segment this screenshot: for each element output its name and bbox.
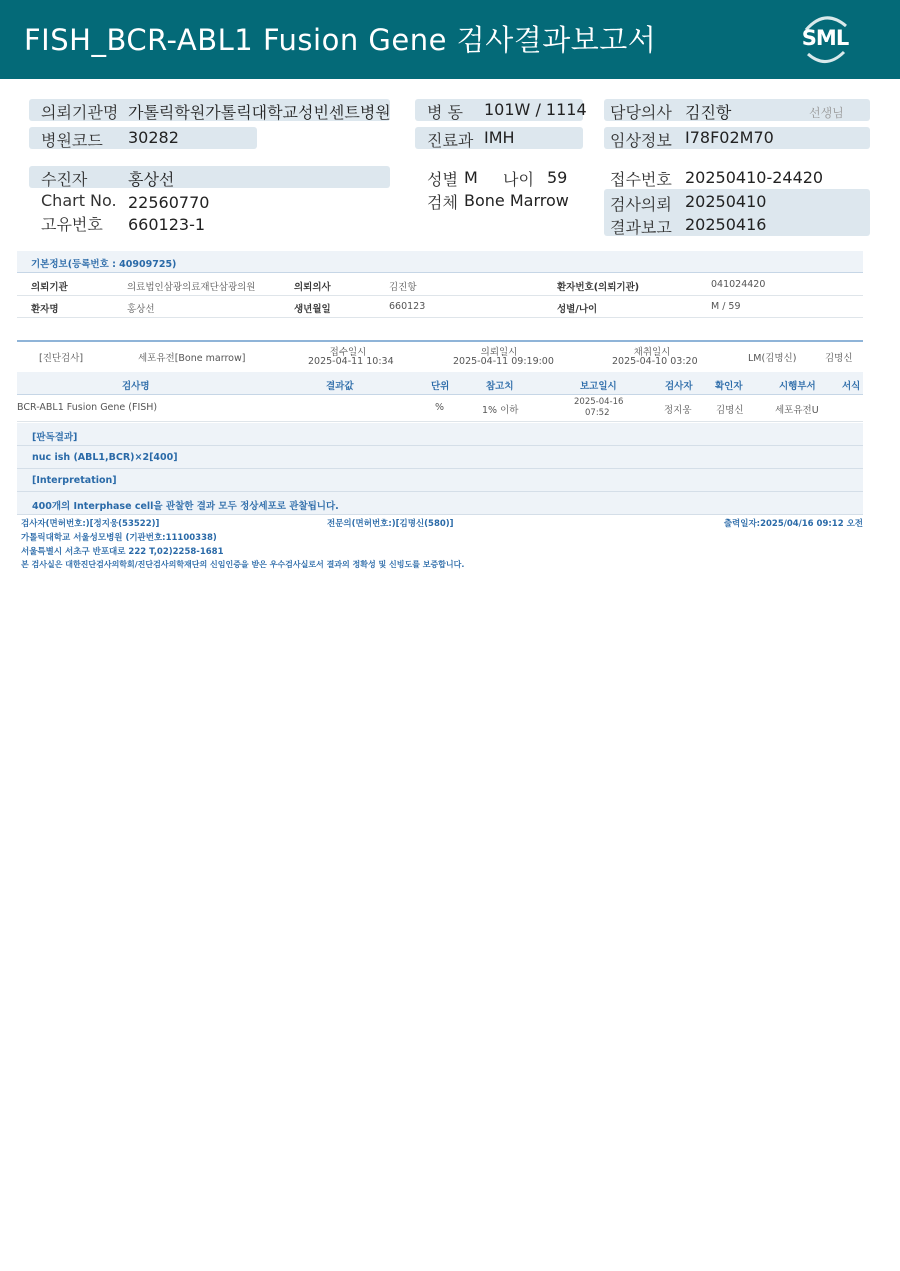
unique-value: 660123-1 <box>128 215 206 234</box>
request-label: 검사의뢰 <box>610 195 672 214</box>
dob-value: 660123 <box>389 301 426 312</box>
ward-value: 101W / 1114 <box>484 100 587 119</box>
results-table-header <box>17 372 863 395</box>
department-cell: 세포유전U <box>775 405 819 416</box>
doctor-label: 담당의사 <box>610 103 672 122</box>
report-date-cell: 2025-04-16 <box>574 397 624 407</box>
name-value: 홍상선 <box>128 170 175 189</box>
sexage-label: 성별/나이 <box>557 304 598 315</box>
inst-label: 의뢰기관 <box>31 282 68 293</box>
institution-value: 가톨릭학원가톨릭대학교성빈센트병원 <box>128 103 391 122</box>
req-doctor-label: 의뢰의사 <box>294 282 331 293</box>
footer-tester: 검사자(면허번호:)[정지웅(53522)] <box>21 519 160 529</box>
th-form: 서식 <box>842 381 861 392</box>
lm-label: LM(김명신) <box>748 353 797 364</box>
interpretation-text: 400개의 Interphase cell을 관찰한 결과 모두 정상세포로 관찰됩니다. <box>32 501 339 512</box>
result-value: 20250416 <box>685 215 767 234</box>
basic-info-row-1 <box>17 273 863 296</box>
th-tester: 검사자 <box>665 381 693 392</box>
th-report-date: 보고일시 <box>580 381 617 392</box>
department-label: 진료과 <box>427 131 474 150</box>
specimen-value: Bone Marrow <box>464 191 569 210</box>
inst-value: 의료법인삼광의료재단삼광의원 <box>127 282 256 293</box>
dept-label: 세포유전[Bone marrow] <box>138 353 246 364</box>
ward-label: 병 동 <box>427 103 463 122</box>
footer-address: 서울특별시 서초구 반포대로 222 T,02)2258-1681 <box>21 547 224 557</box>
institution-label: 의뢰기관명 <box>41 103 119 122</box>
th-test-name: 검사명 <box>122 381 150 392</box>
reading-result-label: [판독결과] <box>32 432 78 443</box>
th-unit: 단위 <box>431 381 450 392</box>
footer-specialist: 전문의(면허번호:)[김명신(580)] <box>327 519 454 529</box>
department-value: IMH <box>484 128 515 147</box>
confirmer-cell: 김명신 <box>716 405 744 416</box>
report-header <box>0 0 900 79</box>
footer-lab-name: 가톨릭대학교 서울성모병원 (기관번호:11100338) <box>21 533 217 543</box>
unit-cell: % <box>435 402 445 413</box>
report-title: FISH_BCR-ABL1 Fusion Gene 검사결과보고서 <box>24 23 657 57</box>
basic-info-title: 기본정보(등록번호 : 40909725) <box>31 259 177 270</box>
karyotype-text: nuc ish (ABL1,BCR)×2[400] <box>32 452 178 463</box>
lm-name: 김명신 <box>825 353 853 364</box>
patient-id-label: 환자번호(의뢰기관) <box>557 282 640 293</box>
name-label: 수진자 <box>41 170 88 189</box>
req-doctor-value: 김진항 <box>389 282 417 293</box>
clinical-value: I78F02M70 <box>685 128 774 147</box>
interpretation-label: [Interpretation] <box>32 475 117 486</box>
sex-value: M <box>464 168 478 187</box>
footer-certification: 본 검사실은 대한진단검사의학회/진단검사의학재단의 신임인증을 받은 우수검사실로서 결과의 정확성 및 신빙도를 보증합니다. <box>21 560 465 569</box>
collect-time-label: 채취일시 <box>633 347 671 358</box>
patient-name-value: 홍상선 <box>127 304 155 315</box>
chart-value: 22560770 <box>128 193 210 212</box>
receipt-time-label: 접수일시 <box>329 347 367 358</box>
hospital-code-label: 병원코드 <box>41 131 103 150</box>
request-time-label: 의뢰일시 <box>480 347 518 358</box>
clinical-label: 임상정보 <box>610 131 672 150</box>
doctor-suffix: 선생님 <box>809 106 844 120</box>
table-row <box>17 395 863 422</box>
specimen-label: 검체 <box>427 193 458 212</box>
interpretation-row <box>17 492 863 515</box>
receipt-value: 20250410-24420 <box>685 168 824 187</box>
sexage-value: M / 59 <box>711 301 741 312</box>
karyotype-row <box>17 446 863 469</box>
hospital-code-value: 30282 <box>128 128 179 147</box>
patient-id-value: 041024420 <box>711 279 766 290</box>
test-name-cell: BCR-ABL1 Fusion Gene (FISH) <box>17 402 158 413</box>
sml-logo <box>796 12 854 66</box>
th-reference: 참고치 <box>486 381 514 392</box>
interpretation-label-row <box>17 469 863 492</box>
test-info-bar <box>17 340 863 373</box>
th-department: 시행부서 <box>779 381 816 392</box>
age-value: 59 <box>547 168 568 187</box>
sex-label: 성별 <box>427 170 458 189</box>
diag-label: [진단검사] <box>39 353 84 364</box>
chart-label: Chart No. <box>41 191 117 210</box>
receipt-label: 접수번호 <box>610 170 672 189</box>
doctor-value: 김진항 <box>685 103 732 122</box>
th-confirmer: 확인자 <box>715 381 743 392</box>
basic-info-header <box>17 251 863 273</box>
patient-name-label: 환자명 <box>31 304 59 315</box>
request-time-value: 2025-04-11 09:19:00 <box>453 356 554 367</box>
basic-info-row-2 <box>17 295 863 318</box>
reference-cell: 1% 이하 <box>482 405 519 416</box>
unique-label: 고유번호 <box>41 215 103 234</box>
dob-label: 생년월일 <box>294 304 331 315</box>
result-label: 결과보고 <box>610 218 672 237</box>
tester-cell: 정지웅 <box>664 405 692 416</box>
report-time-cell: 07:52 <box>585 408 610 418</box>
logo-text: SML <box>801 26 849 50</box>
request-value: 20250410 <box>685 192 767 211</box>
th-result: 결과값 <box>326 381 354 392</box>
collect-time-value: 2025-04-10 03:20 <box>612 356 698 367</box>
receipt-time-value: 2025-04-11 10:34 <box>308 356 394 367</box>
reading-result-row <box>17 423 863 446</box>
footer-print-date: 출력일자:2025/04/16 09:12 오전 <box>723 519 863 529</box>
age-label: 나이 <box>503 170 534 189</box>
